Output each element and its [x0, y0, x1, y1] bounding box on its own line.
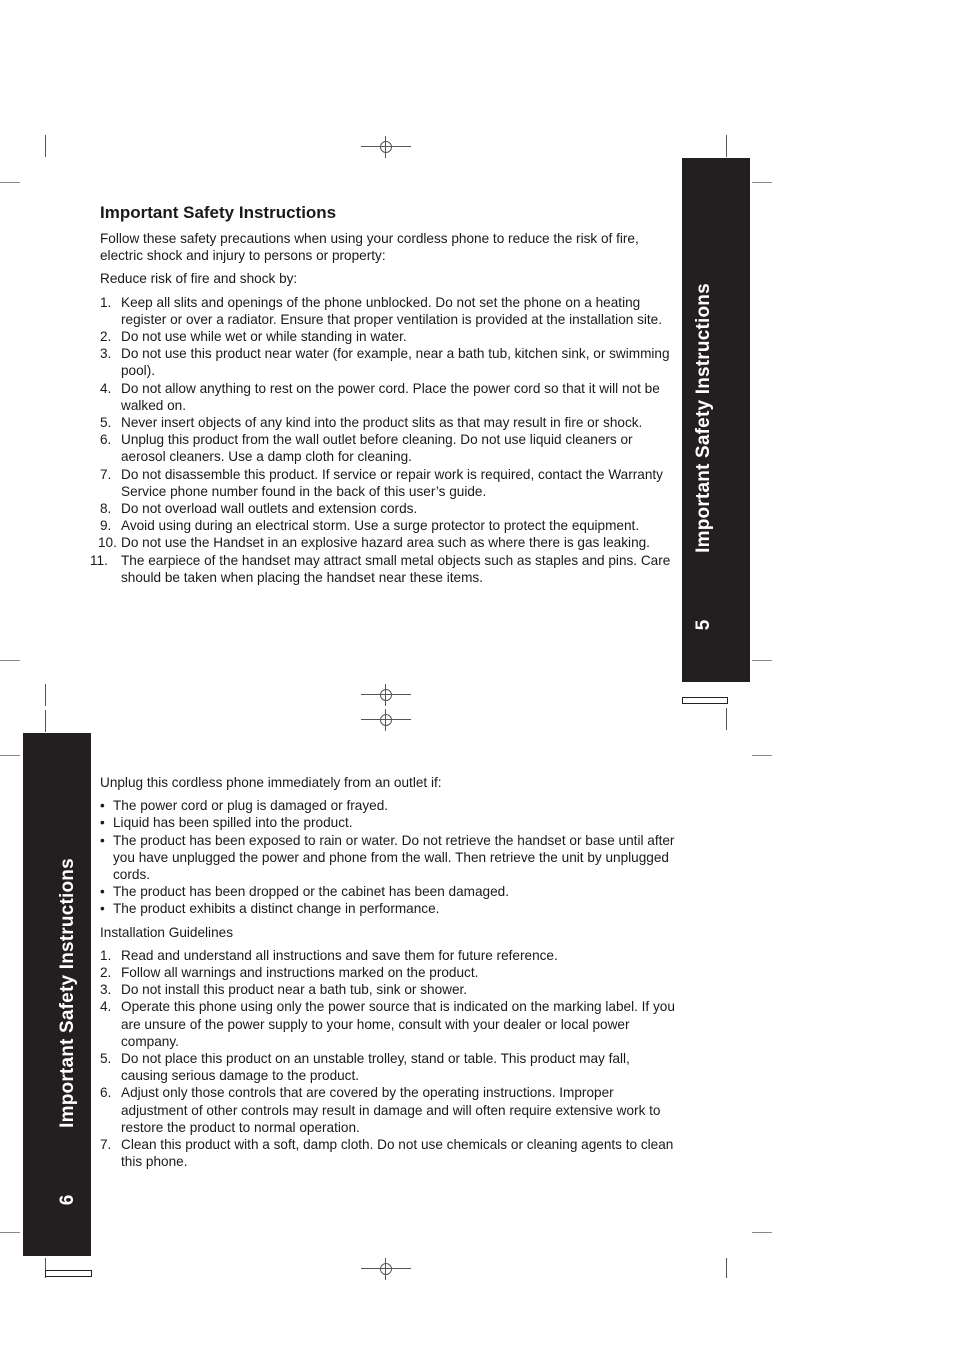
crop-mark — [0, 660, 20, 661]
list-item: 9. Avoid using during an electrical storm. Use a surge protector to protect the equipment. — [100, 518, 640, 534]
crop-mark — [726, 708, 727, 730]
list-item: 5. Do not place this product on an unstable trolley, stand or table. This product may fall, causing serious damage to the product. — [100, 1051, 630, 1084]
installation-guidelines-list — [100, 947, 678, 1171]
crop-mark — [752, 755, 772, 756]
registration-mark — [361, 684, 411, 706]
crop-mark — [752, 182, 772, 183]
list-item: • The power cord or plug is damaged or frayed. — [100, 798, 389, 814]
list-item: 3. Do not use this product near water (for example, near a bath tub, kitchen sink, or swimming pool). — [100, 346, 670, 379]
crop-mark — [45, 710, 46, 732]
list-item: 3. Do not install this product near a bath tub, sink or shower. — [100, 982, 468, 998]
list-item: • The product has been dropped or the cabinet has been damaged. — [100, 884, 510, 900]
side-tab-title: Important Safety Instructions — [693, 283, 714, 553]
list-item: 7. Do not disassemble this product. If service or repair work is required, contact the Warranty Service phone number found in the back of this user’s guide. — [100, 466, 663, 499]
color-bar-mark — [45, 1270, 92, 1277]
list-item: 5. Never insert objects of any kind into the product slits as that may result in fire or shock. — [100, 415, 643, 431]
crop-mark — [752, 1232, 772, 1233]
crop-mark — [0, 1232, 20, 1233]
registration-mark — [361, 709, 411, 731]
registration-mark — [361, 136, 411, 158]
side-tab-title: Important Safety Instructions — [57, 858, 78, 1128]
registration-mark — [361, 1258, 411, 1280]
unplug-intro: Unplug this cordless phone immediately from an outlet if: — [100, 775, 442, 790]
list-item: 11. The earpiece of the handset may attract small metal objects such as staples and pins. Care should be taken when placing the handset near these items. — [90, 552, 671, 585]
list-item: • The product exhibits a distinct change in performance. — [100, 901, 440, 917]
page-number: 6 — [57, 1194, 78, 1206]
list-item: 2. Follow all warnings and instructions marked on the product. — [100, 965, 479, 981]
safety-instructions-section — [90, 202, 678, 592]
unplug-and-installation-section — [100, 774, 678, 1176]
crop-mark — [0, 182, 20, 183]
crop-mark — [45, 684, 46, 706]
side-tab-page-6 — [23, 733, 91, 1256]
side-tab-page-5 — [682, 158, 750, 682]
list-item: 7. Clean this product with a soft, damp cloth. Do not use chemicals or cleaning agents to clean this phone. — [100, 1137, 674, 1170]
list-item: 10. Do not use the Handset in an explosive hazard area such as where there is gas leaking. — [98, 535, 650, 551]
crop-mark — [45, 135, 46, 157]
crop-mark — [726, 1258, 727, 1278]
intro-paragraph: Follow these safety precautions when using your cordless phone to reduce the risk of fire, electric shock and injury to persons or property: — [100, 231, 639, 264]
installation-heading: Installation Guidelines — [100, 924, 233, 940]
list-item: 1. Keep all slits and openings of the phone unblocked. Do not set the phone on a heating register or over a radiator. Ensure that proper ventilation is provided at the installation site. — [100, 294, 663, 327]
list-item: 4. Operate this phone using only the power source that is indicated on the marking label. If you are unsure of the power supply to your home, consult with your dealer or local power company. — [100, 999, 675, 1049]
list-item: 6. Adjust only those controls that are covered by the operating instructions. Improper adjustment of other controls may result in damage and will often require extensive work to restore the product to normal operation. — [100, 1085, 661, 1135]
page-title: Important Safety Instructions — [100, 203, 337, 222]
list-item: 2. Do not use while wet or while standing in water. — [100, 329, 407, 345]
list-item: 4. Do not allow anything to rest on the power cord. Place the power cord so that it will not be walked on. — [100, 380, 660, 413]
crop-mark — [752, 660, 772, 661]
subheading: Reduce risk of fire and shock by: — [100, 271, 298, 287]
unplug-conditions-list — [100, 797, 678, 917]
fire-shock-list — [90, 294, 678, 586]
crop-mark — [0, 755, 20, 756]
page-number: 5 — [693, 619, 714, 631]
crop-mark — [726, 135, 727, 157]
list-item: 8. Do not overload wall outlets and extension cords. — [100, 501, 418, 517]
color-bar-mark — [682, 697, 728, 704]
list-item: 1. Read and understand all instructions and save them for future reference. — [100, 947, 558, 963]
list-item: • Liquid has been spilled into the product. — [100, 815, 353, 831]
list-item: 6. Unplug this product from the wall outlet before cleaning. Do not use liquid cleaners or aerosol cleaners. Use a damp cloth for cleaning. — [100, 432, 633, 465]
list-item: • The product has been exposed to rain or water. Do not retrieve the handset or base until after you have unplugged the power and phone from the wall. Then retrieve the unit by unplugged cords. — [100, 832, 675, 883]
